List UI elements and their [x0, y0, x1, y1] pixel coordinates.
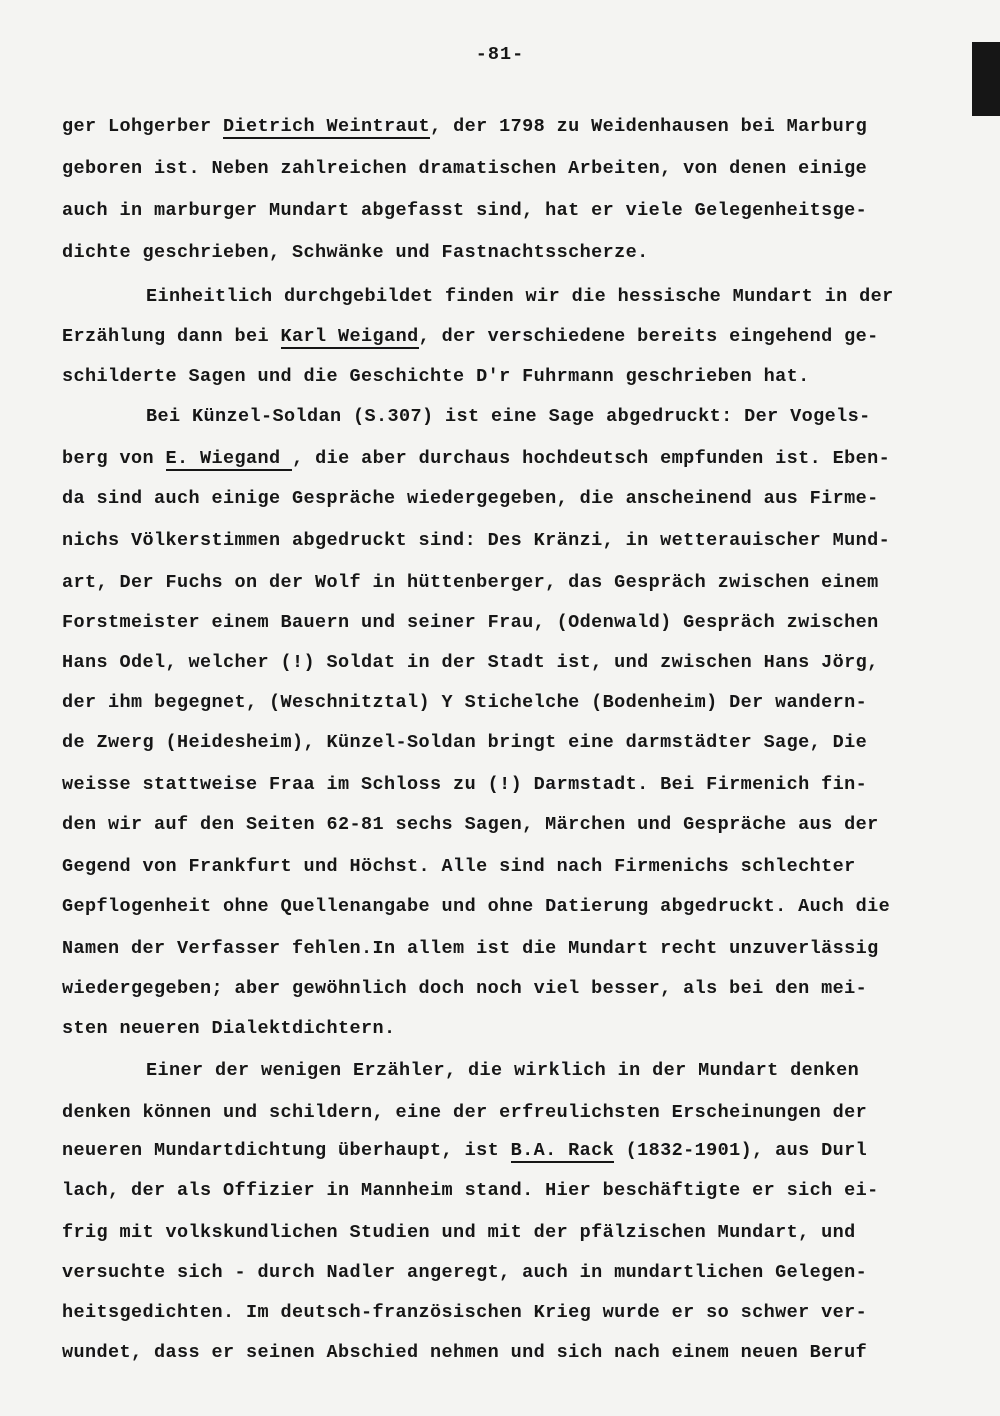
text-line — [62, 200, 867, 221]
text-run: Namen der Verfasser fehlen.In allem ist die Mundart recht unzuverlässig — [62, 938, 879, 959]
text-line — [62, 1180, 879, 1201]
text-run: frig mit volkskundlichen Studien und mit der pfälzischen Mundart, und — [62, 1222, 856, 1243]
text-line — [62, 692, 867, 713]
text-run: da sind auch einige Gespräche wiedergegeben, die anscheinend aus Firme- — [62, 488, 879, 509]
text-line — [62, 1302, 867, 1323]
text-run: versuchte sich - durch Nadler angeregt, auch in mundartlichen Gelegen- — [62, 1262, 868, 1283]
text-run: , die aber durchaus hochdeutsch empfunden ist. Eben- — [292, 448, 891, 469]
text-line — [146, 1060, 859, 1081]
text-line — [62, 326, 879, 347]
text-run: wundet, dass er seinen Abschied nehmen und sich nach einem neuen Beruf — [62, 1342, 868, 1363]
text-run: Erzählung dann bei — [62, 326, 281, 347]
text-line — [62, 856, 856, 877]
text-line — [62, 652, 879, 673]
text-line — [62, 814, 879, 835]
underlined-name: E. Wiegand — [165, 448, 293, 469]
text-line — [62, 530, 890, 551]
text-line — [62, 1262, 867, 1283]
text-line — [146, 286, 894, 307]
text-line — [62, 1018, 396, 1039]
text-run: Einer der wenigen Erzähler, die wirklich in der Mundart denken — [146, 1060, 860, 1081]
text-run: denken können und schildern, eine der erfreulichsten Erscheinungen der — [62, 1102, 868, 1123]
text-run: dichte geschrieben, Schwänke und Fastnachtsscherze. — [62, 242, 649, 263]
text-run: neueren Mundartdichtung überhaupt, ist — [62, 1140, 511, 1161]
text-line — [62, 1102, 867, 1123]
text-run: (1832-1901), aus Durl — [614, 1140, 868, 1161]
text-run: nichs Völkerstimmen abgedruckt sind: Des Kränzi, in wetterauischer Mund- — [62, 530, 891, 551]
text-run: Hans Odel, welcher (!) Soldat in der Stadt ist, und zwischen Hans Jörg, — [62, 652, 879, 673]
text-run: heitsgedichten. Im deutsch-französischen Krieg wurde er so schwer ver- — [62, 1302, 868, 1323]
text-line — [62, 1140, 867, 1161]
text-run: Gepflogenheit ohne Quellenangabe und ohne Datierung abgedruckt. Auch die — [62, 896, 891, 917]
text-run: sten neueren Dialektdichtern. — [62, 1018, 396, 1039]
text-run: der ihm begegnet, (Weschnitztal) Y Stichelche (Bodenheim) Der wandern- — [62, 692, 868, 713]
page-number: -81- — [475, 44, 525, 65]
text-line — [62, 612, 879, 633]
text-line — [62, 938, 879, 959]
text-run: Bei Künzel-Soldan (S.307) ist eine Sage abgedruckt: Der Vogels- — [146, 406, 871, 427]
text-run: art, Der Fuchs on der Wolf in hüttenberger, das Gespräch zwischen einem — [62, 572, 879, 593]
text-run: schilderte Sagen und die Geschichte D'r Fuhrmann geschrieben hat. — [62, 366, 810, 387]
underlined-name: B.A. Rack — [510, 1140, 615, 1161]
text-run: weisse stattweise Fraa im Schloss zu (!) Darmstadt. Bei Firmenich fin- — [62, 774, 868, 795]
text-run: auch in marburger Mundart abgefasst sind, hat er viele Gelegenheitsge- — [62, 200, 868, 221]
text-line — [62, 488, 879, 509]
text-run: , der verschiedene bereits eingehend ge- — [418, 326, 879, 347]
text-line — [62, 242, 649, 263]
text-run: Gegend von Frankfurt und Höchst. Alle sind nach Firmenichs schlechter — [62, 856, 856, 877]
text-run: Forstmeister einem Bauern und seiner Frau, (Odenwald) Gespräch zwischen — [62, 612, 879, 633]
text-line — [62, 896, 890, 917]
text-run: , der 1798 zu Weidenhausen bei Marburg — [430, 116, 868, 137]
text-line — [62, 158, 867, 179]
text-line — [62, 1342, 867, 1363]
text-line — [146, 406, 871, 427]
text-run: lach, der als Offizier in Mannheim stand. Hier beschäftigte er sich ei- — [62, 1180, 879, 1201]
text-line — [62, 366, 810, 387]
underlined-name: Dietrich Weintraut — [223, 116, 431, 137]
text-run: den wir auf den Seiten 62-81 sechs Sagen, Märchen und Gespräche aus der — [62, 814, 879, 835]
text-line — [62, 116, 867, 137]
text-line — [62, 448, 890, 469]
text-line — [62, 572, 879, 593]
underlined-name: Karl Weigand — [280, 326, 419, 347]
text-run: de Zwerg (Heidesheim), Künzel-Soldan bringt eine darmstädter Sage, Die — [62, 732, 868, 753]
text-run: ger Lohgerber — [62, 116, 224, 137]
text-run: berg von — [62, 448, 166, 469]
text-line — [62, 732, 867, 753]
text-run: geboren ist. Neben zahlreichen dramatischen Arbeiten, von denen einige — [62, 158, 868, 179]
text-run: wiedergegeben; aber gewöhnlich doch noch viel besser, als bei den mei- — [62, 978, 868, 999]
text-line — [62, 774, 867, 795]
text-line — [62, 978, 867, 999]
text-line — [62, 1222, 856, 1243]
text-run: Einheitlich durchgebildet finden wir die hessische Mundart in der — [146, 286, 894, 307]
